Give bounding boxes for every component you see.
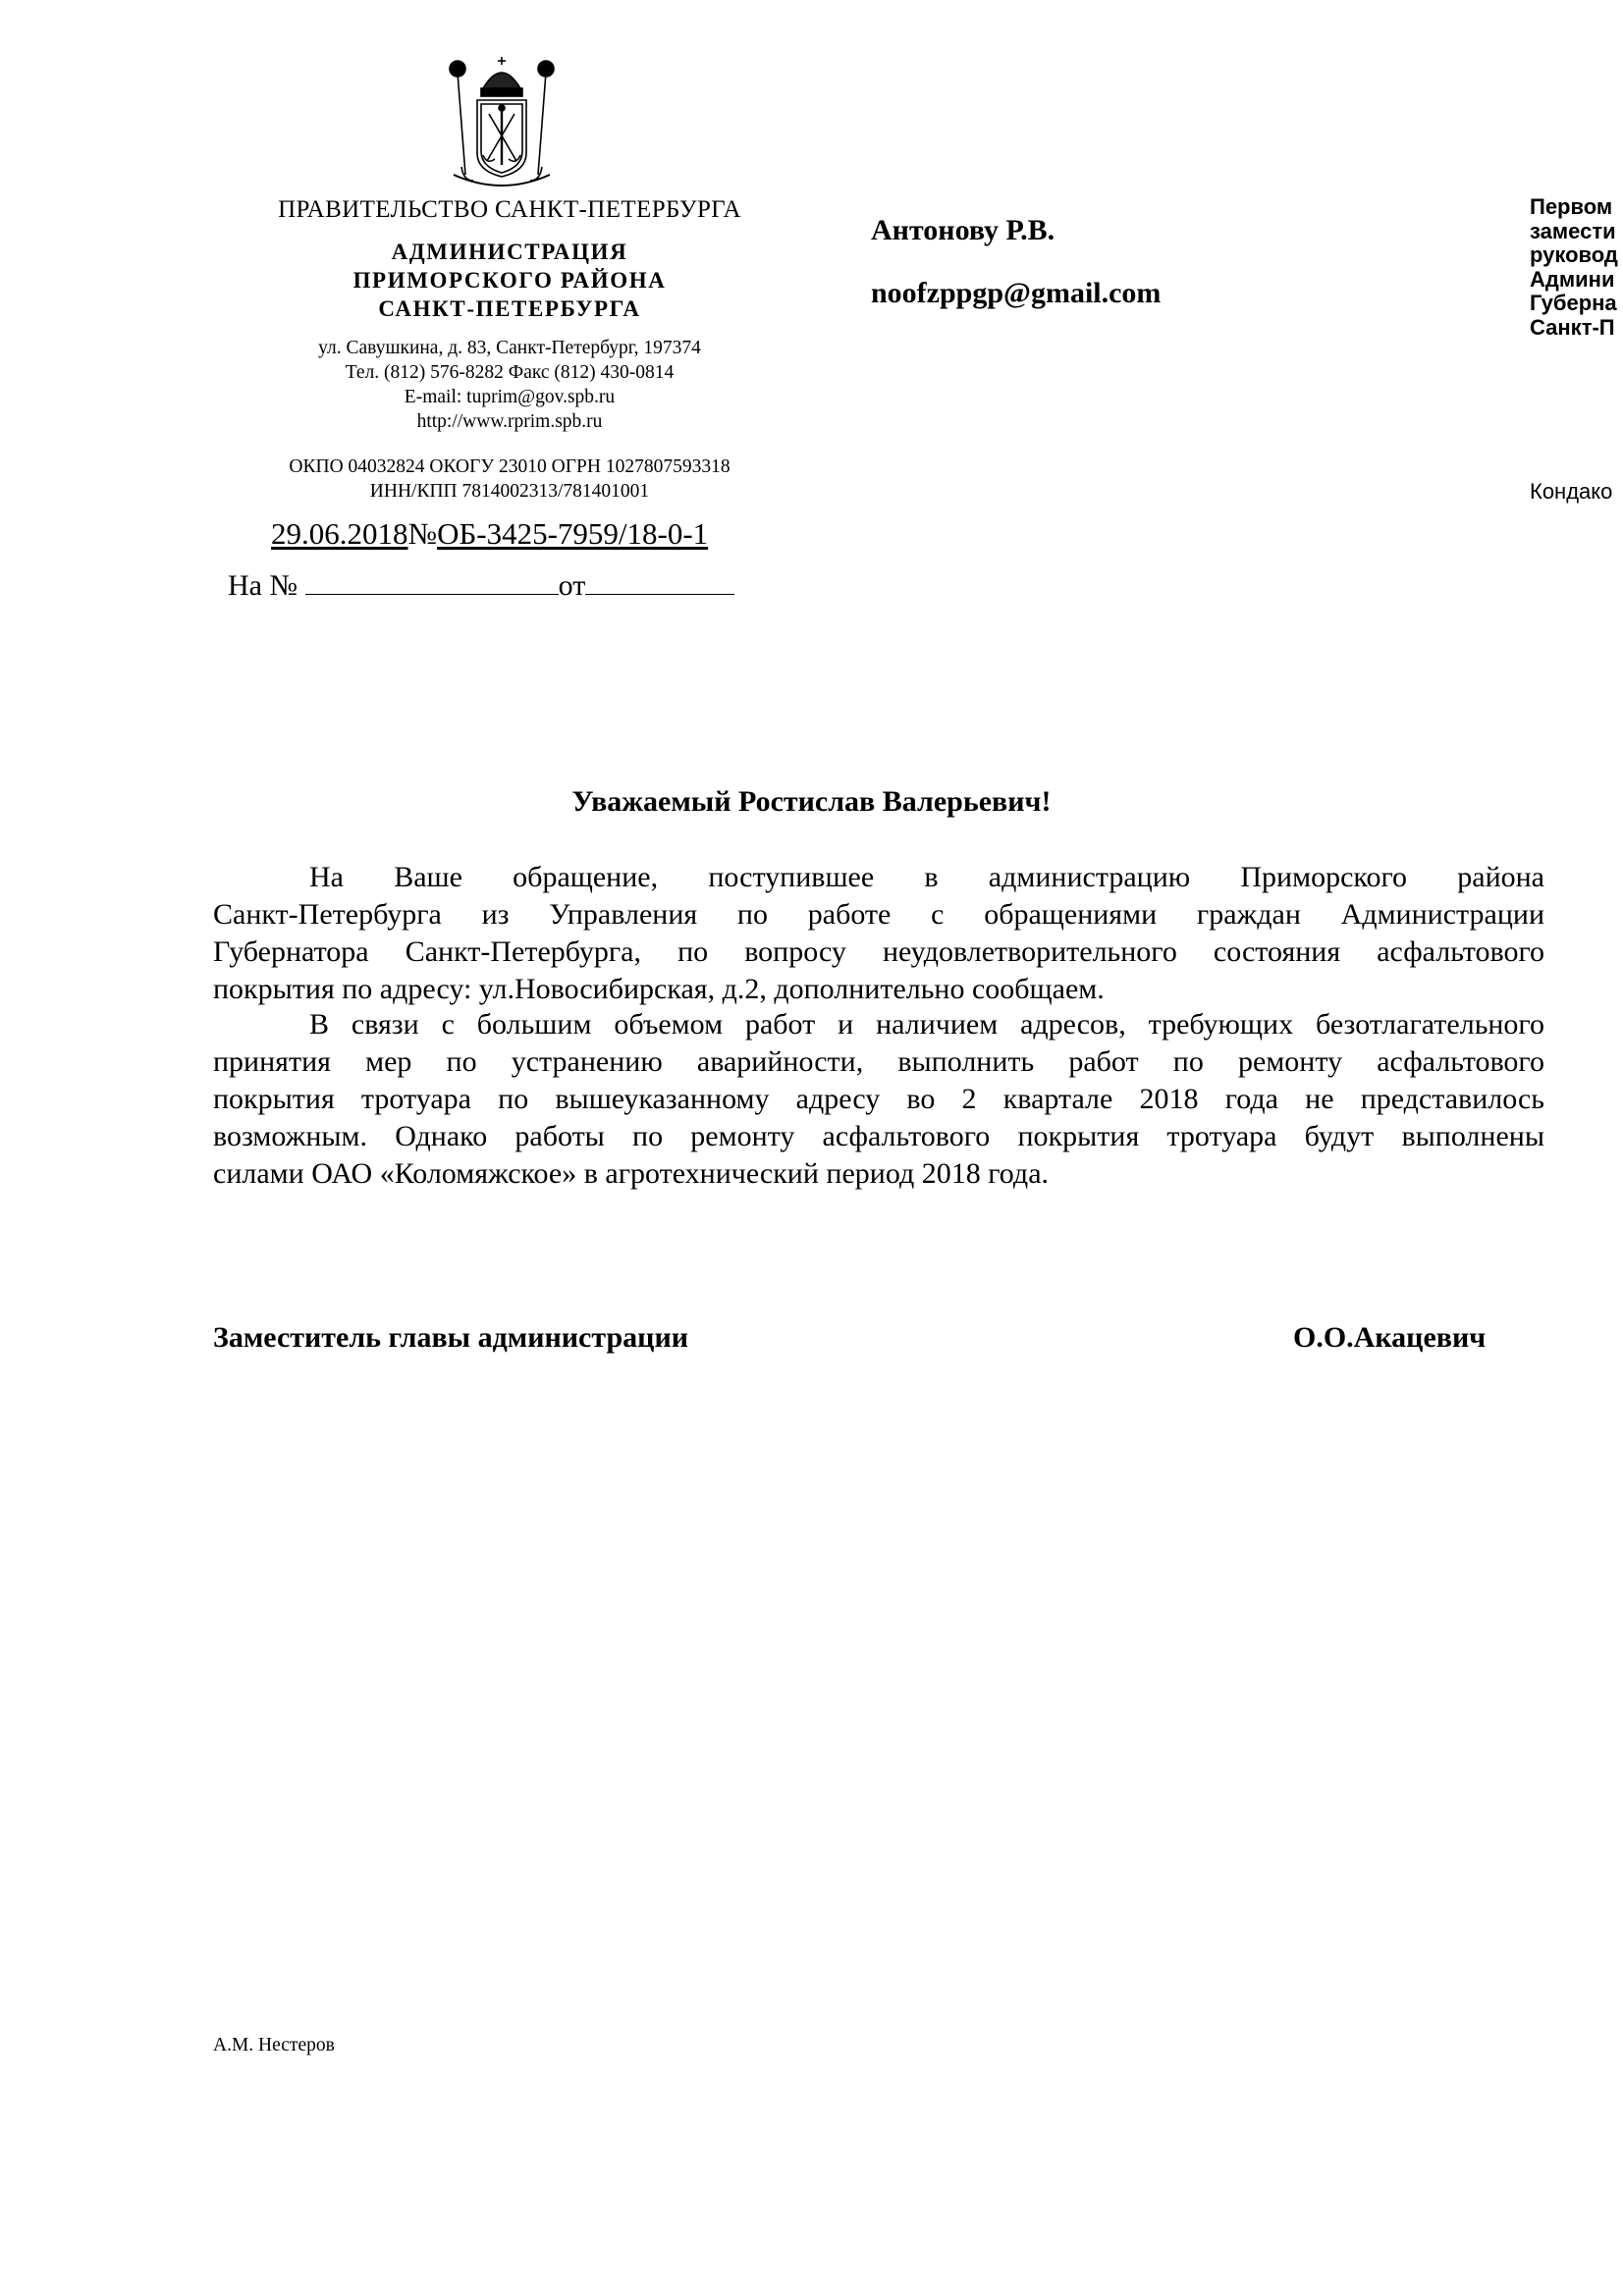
reply-number-blank xyxy=(305,570,559,595)
cc-addressee-block xyxy=(1530,195,1623,340)
addressee-email: noofzppgp@gmail.com xyxy=(871,277,1162,309)
paragraph-line: покрытия тротуара по вышеуказанному адресу во 2 квартале 2018 года не представилось xyxy=(213,1083,1544,1115)
letter-paragraph-1 xyxy=(213,859,1544,1008)
letter-greeting: Уважаемый Ростислав Валерьевич! xyxy=(571,785,1052,818)
paragraph-line: принятия мер по устранению аварийности, выполнить работ по ремонту асфальтового xyxy=(213,1045,1544,1078)
website: http://www.rprim.spb.ru xyxy=(416,411,603,432)
cc-line: Губерна xyxy=(1530,291,1617,315)
paragraph-line: возможным. Однако работы по ремонту асфальтового покрытия тротуара будут выполнены xyxy=(213,1120,1544,1152)
contact-email: E-mail: tuprim@gov.spb.ru xyxy=(404,387,616,407)
number-sign: № xyxy=(407,516,438,551)
administration-line-3: САНКТ-ПЕТЕРБУРГА xyxy=(378,296,641,321)
registration-line xyxy=(271,516,708,552)
cc-line: руковод xyxy=(1530,242,1618,267)
administration-line-1: АДМИНИСТРАЦИЯ xyxy=(391,240,628,264)
cc-line: Санкт-П xyxy=(1530,314,1615,340)
registry-codes-1: ОКПО 04032824 ОКОГУ 23010 ОГРН 1027807593318 xyxy=(289,456,730,477)
reply-date-blank xyxy=(585,570,734,595)
paragraph-line: На Ваше обращение, поступившее в администрацию Приморского района xyxy=(309,861,1544,893)
paragraph-line: покрытия по адресу: ул.Новосибирская, д.2, дополнительно сообщаем. xyxy=(213,973,1105,1005)
signatory-name: О.О.Акацевич xyxy=(1293,1321,1487,1354)
registration-date: 29.06.2018 xyxy=(271,516,408,551)
executor-name: А.М. Нестеров xyxy=(213,2035,335,2056)
paragraph-line: Губернатора Санкт-Петербурга, по вопросу неудовлетворительного состояния асфальтового xyxy=(213,935,1544,968)
reply-prefix: На № xyxy=(228,569,298,602)
cc-line: замести xyxy=(1530,218,1616,243)
reply-from: от xyxy=(558,569,586,602)
reply-reference-line xyxy=(228,569,734,603)
government-name: ПРАВИТЕЛЬСТВО САНКТ-ПЕТЕРБУРГА xyxy=(278,196,741,223)
coat-of-arms-emblem xyxy=(444,55,560,194)
addressee-name: Антонову Р.В. xyxy=(871,214,1055,246)
cc-name: Кондако xyxy=(1530,479,1613,504)
phone-fax: Тел. (812) 576-8282 Факс (812) 430-0814 xyxy=(345,362,675,383)
signatory-title: Заместитель главы администрации xyxy=(213,1321,689,1354)
administration-line-2: ПРИМОРСКОГО РАЙОНА xyxy=(352,268,667,293)
paragraph-line: Санкт-Петербурга из Управления по работе с обращениями граждан Администрации xyxy=(213,898,1544,931)
cc-line: Админи xyxy=(1530,266,1615,292)
postal-address: ул. Савушкина, д. 83, Санкт-Петербург, 197374 xyxy=(318,338,701,358)
registry-codes-2: ИНН/КПП 7814002313/781401001 xyxy=(369,481,650,502)
cc-line: Первом xyxy=(1530,195,1613,219)
registration-number: ОБ-3425-7959/18-0-1 xyxy=(437,516,709,551)
paragraph-line: силами ОАО «Коломяжское» в агротехнический период 2018 года. xyxy=(213,1157,1050,1190)
letter-paragraph-2 xyxy=(213,1006,1544,1193)
paragraph-line: В связи с большим объемом работ и наличием адресов, требующих безотлагательного xyxy=(309,1008,1544,1041)
